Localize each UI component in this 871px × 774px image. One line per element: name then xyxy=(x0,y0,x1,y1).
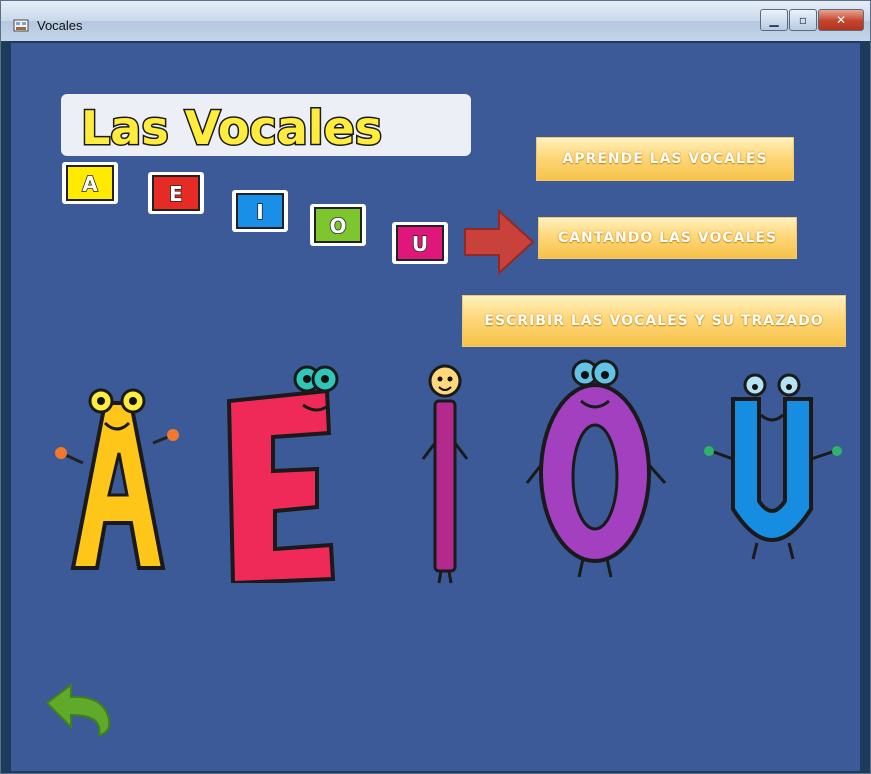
write-vowels-button[interactable]: ESCRIBIR LAS VOCALES Y SU TRAZADO xyxy=(462,295,846,347)
close-icon: ✕ xyxy=(835,13,847,27)
character-letter-a xyxy=(53,383,183,583)
title-banner xyxy=(59,88,484,160)
vowel-tile-e xyxy=(147,171,205,215)
main-canvas xyxy=(11,43,860,771)
character-letter-u xyxy=(699,371,847,561)
vowel-tile-a xyxy=(61,161,119,205)
title-bar[interactable] xyxy=(1,1,870,41)
learn-vowels-button[interactable]: APRENDE LAS VOCALES xyxy=(536,137,794,181)
vowel-tile-i xyxy=(231,189,289,233)
vowel-tile-u xyxy=(391,221,449,265)
window-controls xyxy=(759,9,864,33)
maximize-icon: ▫ xyxy=(798,13,808,27)
character-letter-o xyxy=(523,355,669,581)
vowel-tile-o-label: O xyxy=(329,214,347,238)
maximize-button[interactable] xyxy=(789,9,817,31)
vowel-tile-e-label: E xyxy=(169,182,183,206)
minimize-button[interactable] xyxy=(760,9,788,31)
window-title: Vocales xyxy=(37,18,83,33)
vowel-tile-a-label: A xyxy=(82,172,98,196)
title-banner-text: Las Vocales xyxy=(81,101,383,155)
back-arrow-icon[interactable] xyxy=(41,681,117,737)
close-button[interactable] xyxy=(818,9,864,31)
character-letter-i xyxy=(419,363,471,585)
vowel-tile-i-label: I xyxy=(256,200,264,224)
arrow-right-icon xyxy=(463,209,535,275)
character-letter-e xyxy=(217,361,347,583)
computer-lab-icon xyxy=(13,17,29,33)
vowel-tile-o xyxy=(309,203,367,247)
vowel-tile-u-label: U xyxy=(411,232,429,256)
minimize-icon: ▁ xyxy=(769,13,779,27)
sing-vowels-button[interactable]: CANTANDO LAS VOCALES xyxy=(538,217,797,259)
